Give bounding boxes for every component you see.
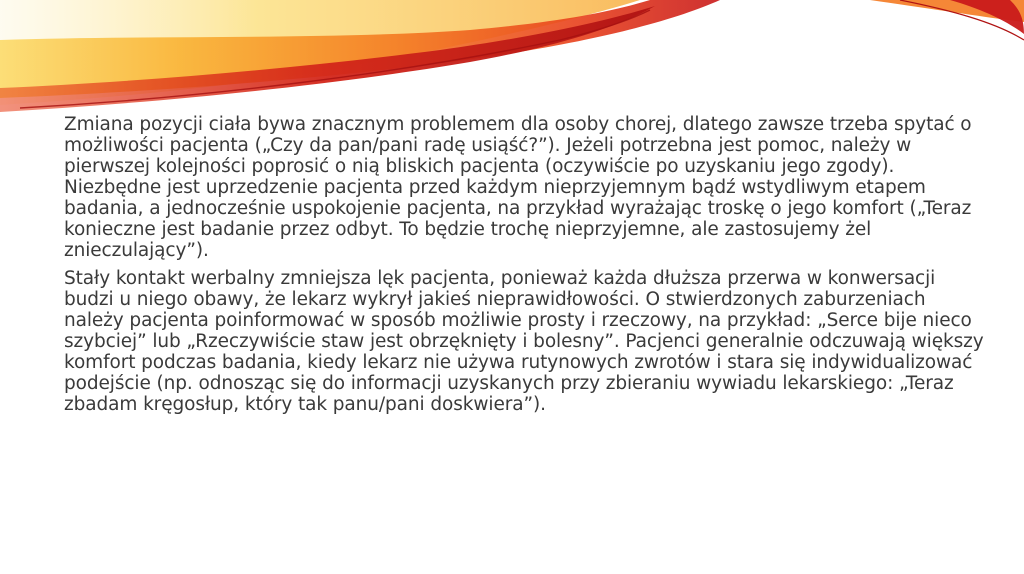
paragraph-verbal-contact: Stały kontakt werbalny zmniejsza lęk pacjenta, ponieważ każda dłuższa przerwa w konwersacji budzi u niego obawy, że lekarz wykrył jakieś nieprawidłowości. O stwierdzonych zaburzeniach należy pacjenta poinformować w sposób możliwie prosty i rzeczowy, na przykład: „Serce bije nieco szybciej” lub „Rzeczywiście staw jest obrzęknięty i bolesny”. Pacjenci generalnie odczuwają większy komfort podczas badania, kiedy lekarz nie używa rutynowych zwrotów i stara się indywidualizować podejście (np. odnosząc się do informacji uzyskanych przy zbieraniu wywiadu lekarskiego: „Teraz zbadam kręgosłup, który tak panu/pani doskwiera”). bbox=[64, 268, 984, 415]
slide-body bbox=[64, 114, 984, 422]
paragraph-position-change: Zmiana pozycji ciała bywa znacznym problemem dla osoby chorej, dlatego zawsze trzeba spytać o możliwości pacjenta („Czy da pan/pani radę usiąść?”). Jeżeli potrzebna jest pomoc, należy w pierwszej kolejności poprosić o nią bliskich pacjenta (oczywiście po uzyskaniu jego zgody). Niezbędne jest uprzedzenie pacjenta przed każdym nieprzyjemnym bądź wstydliwym etapem badania, a jednocześnie uspokojenie pacjenta, na przykład wyrażając troskę o jego komfort („Teraz konieczne jest badanie przez odbyt. To będzie trochę nieprzyjemne, ale zastosujemy żel znieczulający”). bbox=[64, 114, 972, 261]
